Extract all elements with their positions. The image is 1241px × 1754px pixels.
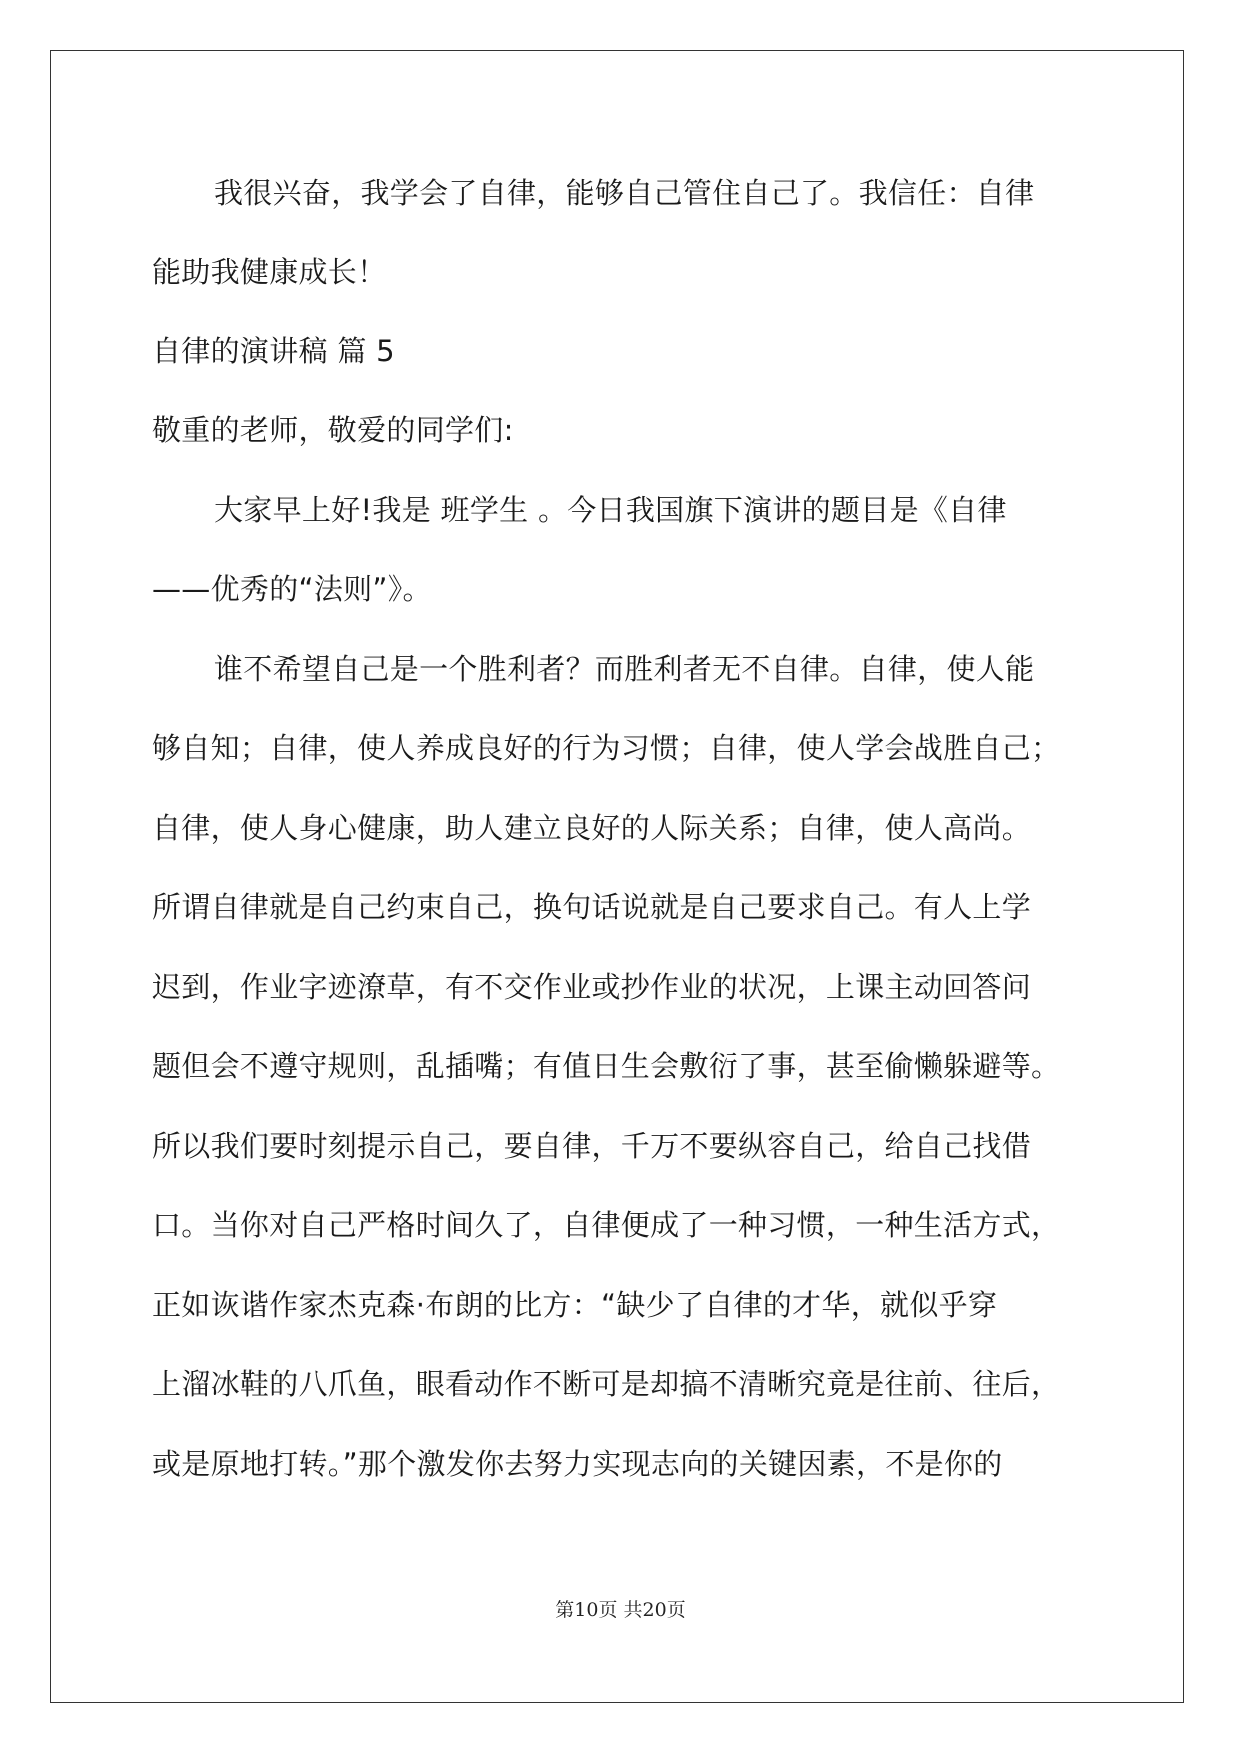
text-line-6: ——优秀的“法则”》。 bbox=[152, 572, 432, 606]
text-line-8: 够自知；自律，使人养成良好的行为习惯；自律，使人学会战胜自己； bbox=[152, 731, 1061, 765]
text-line-10: 所谓自律就是自己约束自己，换句话说就是自己要求自己。有人上学 bbox=[152, 890, 1032, 924]
text-line-9: 自律，使人身心健康，助人建立良好的人际关系；自律，使人高尚。 bbox=[152, 811, 1032, 845]
text-line-14: 口。当你对自己严格时间久了，自律便成了一种习惯，一种生活方式， bbox=[152, 1208, 1061, 1242]
salutation: 敬重的老师，敬爱的同学们: bbox=[152, 413, 514, 447]
text-line-2: 能助我健康成长！ bbox=[152, 255, 387, 289]
text-line-1: 我很兴奋，我学会了自律，能够自己管住自己了。我信任：自律 bbox=[214, 176, 1035, 210]
text-line-17: 或是原地打转。”那个激发你去努力实现志向的关键因素，不是你的 bbox=[152, 1447, 1003, 1481]
text-line-15: 正如诙谐作家杰克森·布朗的比方：“缺少了自律的才华，就似乎穿 bbox=[152, 1288, 998, 1322]
text-line-5: 大家早上好!我是 班学生 。今日我国旗下演讲的题目是《自律 bbox=[214, 493, 1007, 527]
text-line-13: 所以我们要时刻提示自己，要自律，千万不要纵容自己，给自己找借 bbox=[152, 1129, 1032, 1163]
text-line-11: 迟到，作业字迹潦草，有不交作业或抄作业的状况，上课主动回答问 bbox=[152, 970, 1032, 1004]
text-line-16: 上溜冰鞋的八爪鱼，眼看动作不断可是却搞不清晰究竟是往前、往后， bbox=[152, 1367, 1061, 1401]
section-heading: 自律的演讲稿 篇 5 bbox=[152, 334, 395, 368]
page-number: 第10页 共20页 bbox=[555, 1599, 686, 1621]
text-line-12: 题但会不遵守规则，乱插嘴；有值日生会敷衍了事，甚至偷懒躲避等。 bbox=[152, 1049, 1061, 1083]
text-line-7: 谁不希望自己是一个胜利者？而胜利者无不自律。自律，使人能 bbox=[214, 652, 1035, 686]
